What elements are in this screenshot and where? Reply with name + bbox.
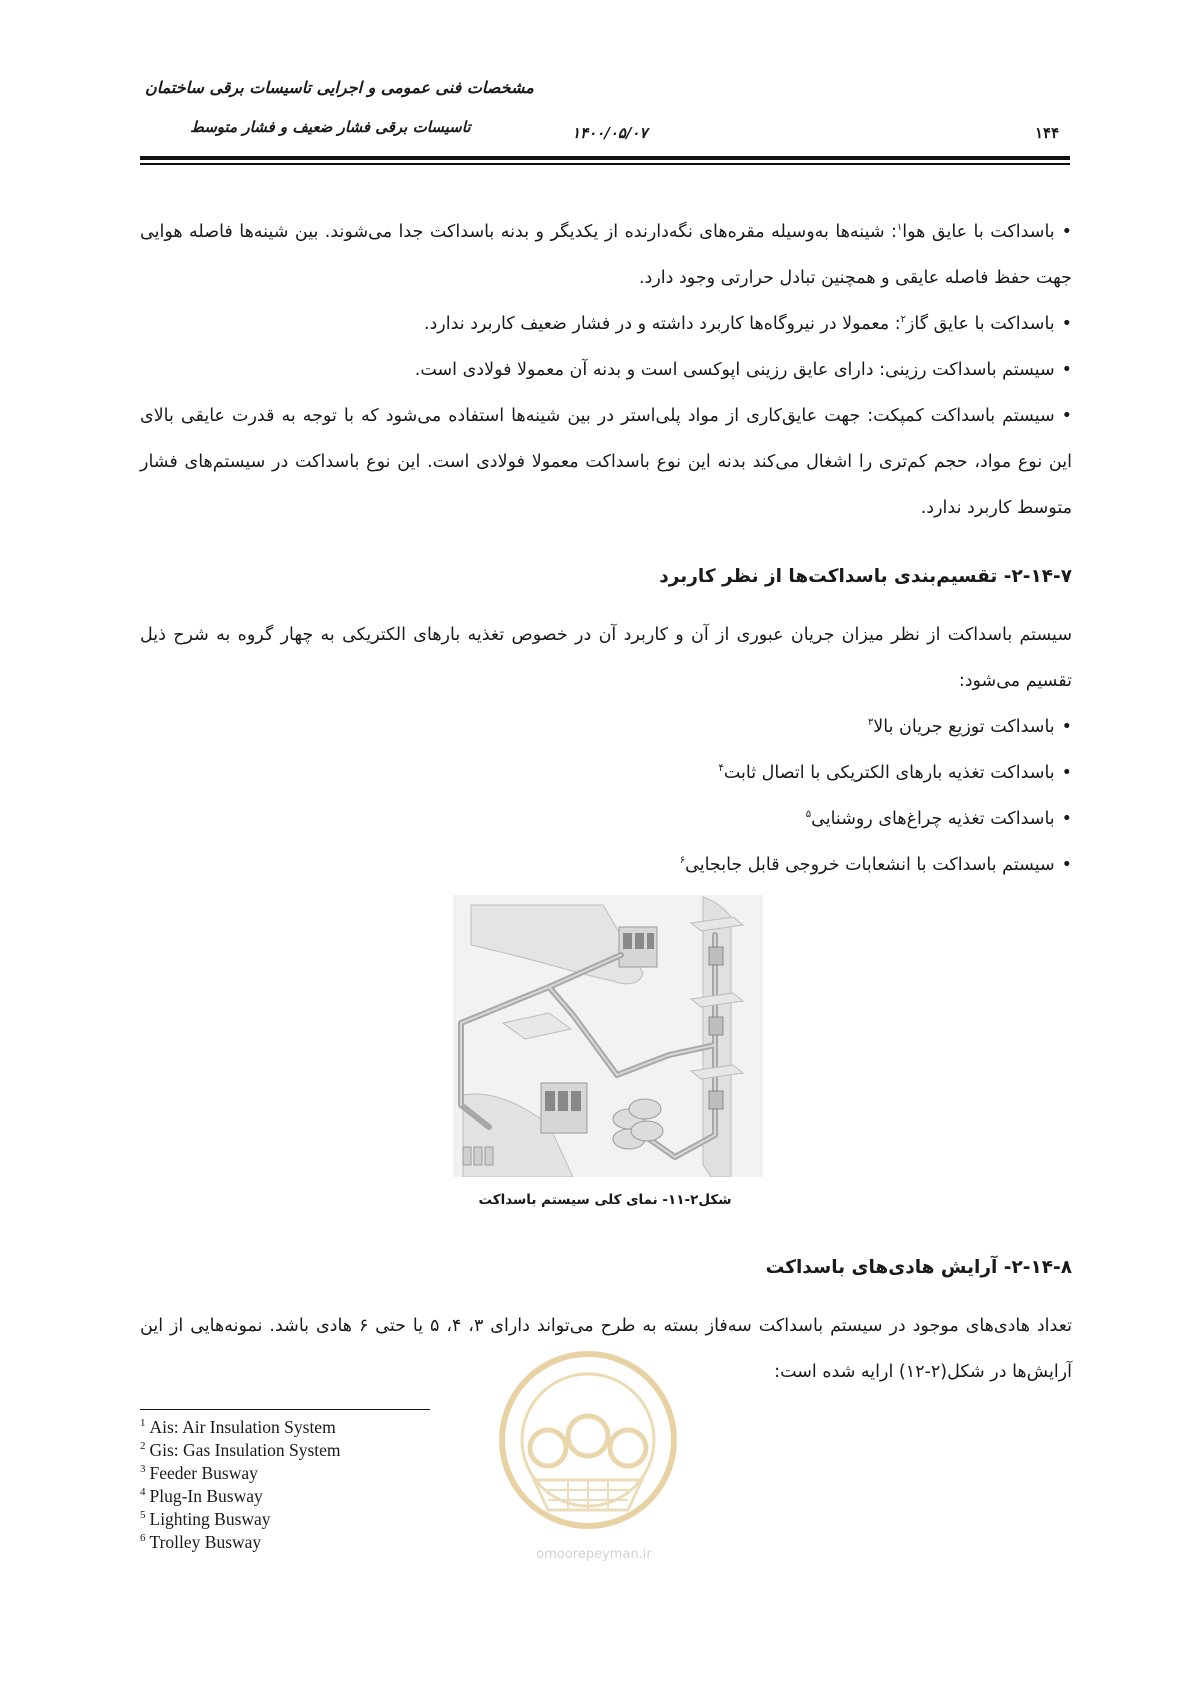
footnote (140, 1439, 540, 1462)
footnote-number: 2 (140, 1440, 146, 1453)
bullet-air-insulation (140, 209, 1072, 301)
header-rule (140, 156, 1070, 160)
footnote-text: Plug-In Busway (149, 1486, 263, 1506)
footnote-ref: ۶ (679, 855, 686, 867)
bullet-compact (140, 393, 1072, 531)
footnotes-list (140, 1416, 540, 1554)
footnote (140, 1416, 540, 1439)
bullet-lead: باسداکت با عایق گاز (905, 314, 1055, 334)
list-item (140, 842, 1072, 888)
footnote-number: 5 (140, 1509, 146, 1522)
footnote-ref: ۲ (900, 314, 906, 326)
watermark-text: omoorepeyman.ir (536, 1547, 652, 1562)
header-subtitle: تاسیسات برقی فشار ضعیف و فشار متوسط (190, 118, 471, 136)
bullet-resin (140, 347, 1072, 393)
footnote (140, 1462, 540, 1485)
figure-caption: شکل۲-۱۱- نمای کلی سیستم باسداکت (478, 1192, 732, 1208)
header-rule-thin (140, 163, 1070, 165)
footnote-number: 3 (140, 1463, 146, 1476)
footnote-number: 4 (140, 1486, 146, 1499)
header-date: ۱۴۰۰/۰۵/۰۷ (572, 124, 648, 142)
list-item-text: باسداکت تغذیه چراغ‌های روشنایی (811, 809, 1055, 829)
bullet-lead: سیستم باسداکت کمپکت: جهت عایق‌کاری از مواد پلی‌استر در بین شینه‌ها استفاده می‌شود که با توجه به قدرت عایقی بالای این نوع مواد، حجم کم‌تری را اشغال می‌کند بدنه این نوع باسداکت معمولا فولادی است. این نوع باسداکت در سیستم‌های فشار متوسط کاربرد ندارد. (140, 406, 1072, 518)
section-heading-8: ۲-۱۴-۸- آرایش هادی‌های باسداکت (765, 1257, 1072, 1278)
section7-paragraph: سیستم باسداکت از نظر میزان جریان عبوری از آن و کاربرد آن در خصوص تغذیه بارهای الکتریکی به چهار گروه به شرح ذیل تقسیم می‌شود: (140, 625, 1072, 691)
list-item-text: باسداکت تغذیه بارهای الکتریکی با اتصال ثابت (723, 763, 1055, 783)
footnote-number: 6 (140, 1532, 146, 1545)
footnote-text: Lighting Busway (149, 1509, 271, 1529)
list-item-text: سیستم باسداکت با انشعابات خروجی قابل جابجایی (685, 855, 1055, 875)
footnote (140, 1485, 540, 1508)
footnote-ref: ۴ (718, 763, 724, 775)
busway-system-figure (453, 895, 763, 1177)
list-item (140, 704, 1072, 750)
footnote-text: Trolley Busway (149, 1532, 262, 1552)
bullet-lead: سیستم باسداکت رزینی: دارای عایق رزینی اپوکسی است و بدنه آن معمولا فولادی است. (414, 360, 1055, 380)
busway-illustration (453, 895, 763, 1177)
bullet-rest: : معمولا در نیروگاه‌ها کاربرد داشته و در فشار ضعیف کاربرد ندارد. (423, 314, 901, 334)
bullet-gas-insulation (140, 301, 1072, 347)
list-item (140, 796, 1072, 842)
footnote-text: Ais: Air Insulation System (149, 1417, 336, 1437)
footnote-text: Gis: Gas Insulation System (149, 1440, 341, 1460)
footnote-text: Feeder Busway (149, 1463, 258, 1483)
list-item (140, 750, 1072, 796)
footnote-number: 1 (140, 1417, 146, 1430)
footnote-ref: ۵ (805, 809, 812, 821)
bullet-lead: باسداکت با عایق هوا (902, 222, 1055, 242)
footnote-ref: ۱ (896, 222, 903, 234)
page-number: ۱۴۴ (1035, 124, 1060, 142)
section8-paragraph: تعداد هادی‌های موجود در سیستم باسداکت سه‌فاز بسته به طرح می‌تواند دارای ۳، ۴، ۵ یا حتی ۶ هادی باشد. نمونه‌هایی از این آرایش‌ها در شکل(۲-۱۲) ارایه شده است: (140, 1316, 1073, 1382)
footnote (140, 1531, 540, 1554)
footnote-rule (140, 1409, 430, 1410)
bullet-rest: : شینه‌ها به‌وسیله مقره‌های نگه‌دارنده از یکدیگر و بدنه باسداکت جدا می‌شوند. بین شینه‌ها فاصله هوایی جهت حفظ فاصله عایقی و همچنین تبادل حرارتی وجود دارد. (140, 222, 1072, 288)
footnote (140, 1508, 540, 1531)
list-item-text: باسداکت توزیع جریان بالا (873, 717, 1055, 737)
footnote-ref: ۳ (867, 717, 874, 729)
header-title: مشخصات فنی عمومی و اجرایی تاسیسات برقی ساختمان (145, 78, 534, 97)
section-heading-7: ۲-۱۴-۷- تقسیم‌بندی باسداکت‌ها از نظر کاربرد (659, 566, 1072, 587)
